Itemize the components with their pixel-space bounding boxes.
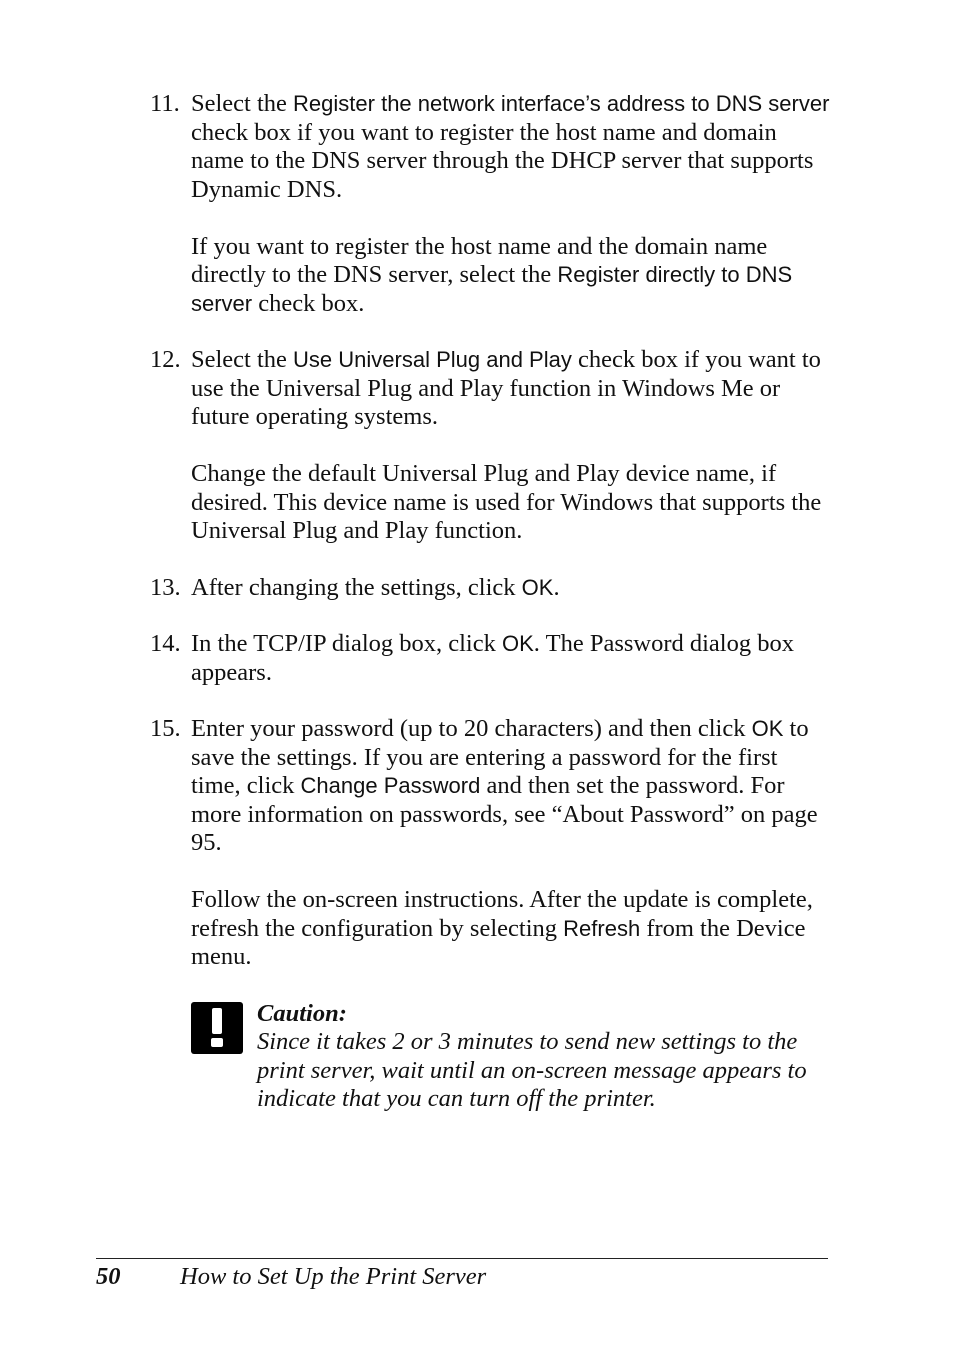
text: Select the xyxy=(191,346,294,373)
ui-label-register-directly: Register directly to DNS server xyxy=(191,262,793,316)
text: check box. xyxy=(252,289,365,317)
text: After changing the settings, click xyxy=(191,573,522,601)
text: check box if you want to use the Universal Plug and Play function in Windows Me or future operating systems. xyxy=(191,346,821,430)
step-number: 11. xyxy=(150,90,180,117)
text: Enter your password (up to 20 characters) and then click xyxy=(191,715,752,742)
step-paragraph xyxy=(191,90,830,204)
step-number: 15. xyxy=(150,715,181,742)
page-content xyxy=(150,90,830,1114)
text: from the Device menu. xyxy=(191,914,806,970)
page-footer xyxy=(96,1262,486,1292)
text: . The Password dialog box appears. xyxy=(191,630,794,686)
text: . xyxy=(553,573,560,601)
step-paragraph xyxy=(191,346,830,432)
text: and then set the password. For more information on passwords, see “About Password” on page 95. xyxy=(191,772,818,856)
text: Follow the on-screen instructions. After the update is complete, refresh the configuration by selecting xyxy=(191,886,813,942)
text: Select the xyxy=(191,90,294,117)
step-number: 12. xyxy=(150,346,181,373)
step-14 xyxy=(150,630,830,687)
caution-exclamation-icon xyxy=(191,1002,243,1054)
step-13 xyxy=(150,574,830,603)
step-15 xyxy=(150,715,830,972)
section-title: How to Set Up the Print Server xyxy=(180,1263,487,1290)
caution-note xyxy=(191,1000,830,1114)
step-12 xyxy=(150,346,830,546)
step-paragraph xyxy=(191,233,830,319)
caution-title: Caution: xyxy=(257,999,347,1027)
ui-label-change-password: Change Password xyxy=(300,773,481,798)
ui-label-ok: OK xyxy=(521,574,554,600)
step-paragraph: Change the default Universal Plug and Play device name, if desired. This device name is used for Windows that supports the Universal Plug and Play function. xyxy=(191,460,822,544)
step-number: 13. xyxy=(150,573,181,601)
step-paragraph xyxy=(191,574,830,603)
ui-label-ok: OK xyxy=(751,716,784,741)
step-number: 14. xyxy=(150,630,181,657)
text: check box if you want to register the host name and domain name to the DNS server through the DHCP server that supports Dynamic DNS. xyxy=(191,118,814,203)
step-paragraph xyxy=(191,630,830,687)
text: If you want to register the host name and the domain name directly to the DNS server, select the xyxy=(191,232,768,288)
step-paragraph xyxy=(191,886,830,972)
footer-divider xyxy=(96,1258,828,1259)
ui-label-register-dns: Register the network interface’s address to DNS server xyxy=(293,91,830,116)
step-paragraph xyxy=(191,715,830,858)
ui-label-refresh: Refresh xyxy=(563,915,641,941)
ui-label-ok: OK xyxy=(502,631,534,656)
text: In the TCP/IP dialog box, click xyxy=(191,630,502,657)
text: to save the settings. If you are entering a password for the first time, click xyxy=(191,715,809,799)
page-number: 50 xyxy=(96,1263,121,1290)
caution-text: Since it takes 2 or 3 minutes to send new settings to the print server, wait until an on-screen message appears to indicate that you can turn off the printer. xyxy=(257,1028,807,1112)
step-11 xyxy=(150,90,830,318)
ui-label-upnp: Use Universal Plug and Play xyxy=(293,347,572,372)
